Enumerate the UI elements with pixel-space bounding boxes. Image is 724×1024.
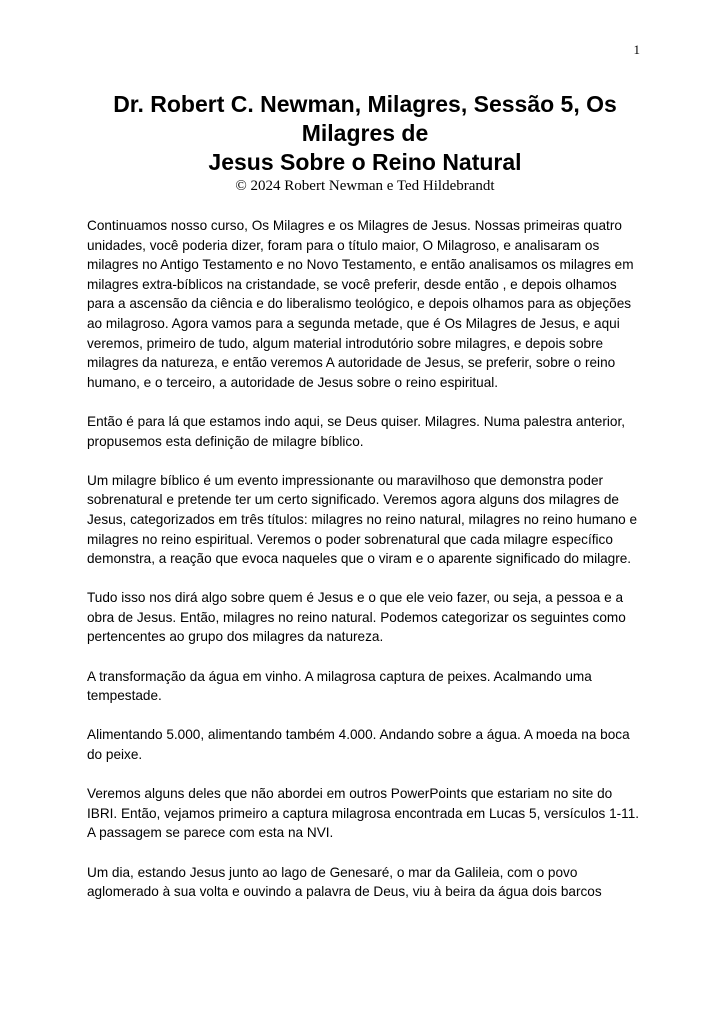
paragraph: Continuamos nosso curso, Os Milagres e os Milagres de Jesus. Nossas primeiras quatro unidades, você poderia dizer, foram para o título maior, O Milagroso, e analisaram os milagres no Antigo Testamento e no Novo Testamento, e então analisamos os milagres em milagres extra-bíblicos na cristandade, se você preferir, desde então , e depois olhamos para a ascensão da ciência e do liberalismo teológico, e depois olhamos para as objeções ao milagroso. Agora vamos para a segunda metade, que é Os Milagres de Jesus, e aqui veremos, primeiro de tudo, algum material introdutório sobre milagres, e depois sobre milagres da natureza, e então veremos A autoridade de Jesus, se preferir, sobre o reino humano, e o terceiro, a autoridade de Jesus sobre o reino espiritual. (87, 218, 634, 390)
paragraph: Então é para lá que estamos indo aqui, se Deus quiser. Milagres. Numa palestra anterior, propusemos esta definição de milagre bíblico. (87, 413, 626, 449)
page-number: 1 (633, 42, 640, 57)
document-title-line-3: Jesus Sobre o Reino Natural (208, 149, 522, 175)
paragraph: Alimentando 5.000, alimentando também 4.000. Andando sobre a água. A moeda na boca do peixe. (87, 727, 630, 763)
document-header (100, 90, 630, 195)
copyright-notice: © 2024 Robert Newman e Ted Hildebrandt (235, 178, 495, 194)
paragraph: Veremos alguns deles que não abordei em outros PowerPoints que estariam no site do IBRI. Então, vejamos primeiro a captura milagrosa encontrada em Lucas 5, versículos 1-11. A passagem se parece com esta na NVI. (87, 786, 640, 841)
document-title-line-1: Dr. Robert C. Newman, Milagres, Sessão 5, Os (113, 91, 617, 117)
document-body (87, 216, 642, 921)
paragraph: Tudo isso nos dirá algo sobre quem é Jesus e o que ele veio fazer, ou seja, a pessoa e a obra de Jesus. Então, milagres no reino natural. Podemos categorizar os seguintes como pertencentes ao grupo dos milagres da natureza. (87, 590, 626, 645)
document-title-line-2: Milagres de (301, 120, 429, 146)
paragraph: Um dia, estando Jesus junto ao lago de Genesaré, o mar da Galileia, com o povo aglomerado à sua volta e ouvindo a palavra de Deus, viu à beira da água dois barcos (87, 864, 602, 900)
paragraph: A transformação da água em vinho. A milagrosa captura de peixes. Acalmando uma tempestade. (87, 668, 592, 704)
paragraph: Um milagre bíblico é um evento impressionante ou maravilhoso que demonstra poder sobrenatural e pretende ter um certo significado. Veremos agora alguns dos milagres de Jesus, categorizados em três títulos: milagres no reino natural, milagres no reino humano e milagres no reino espiritual. Veremos o poder sobrenatural que cada milagre específico demonstra, a reação que evoca naqueles que o viram e o aparente significado do milagre. (87, 472, 638, 567)
